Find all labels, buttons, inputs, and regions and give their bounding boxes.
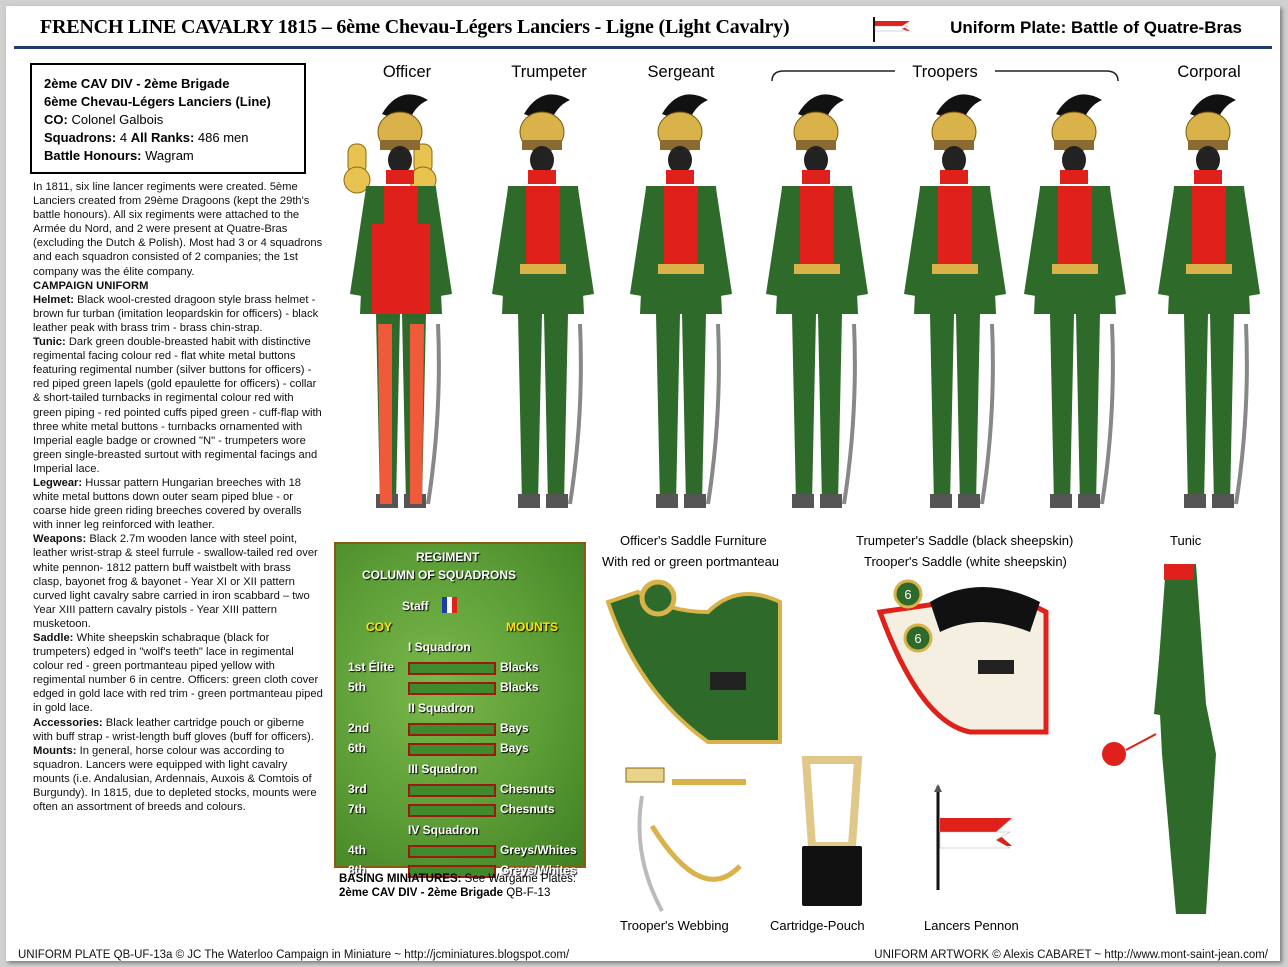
company-label: 5th xyxy=(348,680,366,694)
weapons-label: Weapons: xyxy=(33,533,87,546)
officer-label: Officer xyxy=(382,63,432,81)
basing-code: QB-F-13 xyxy=(506,887,551,899)
regiment-info-box xyxy=(30,63,306,174)
corporal-figure xyxy=(1150,84,1268,524)
officer-figure xyxy=(342,84,460,524)
legwear-text: Hussar pattern Hungarian breeches with 18 white metal buttons down outer seam piped blue - or coarse hide green riding breeches covered by overalls with inner leg reinforced with leather. xyxy=(33,476,302,532)
officer-saddle-image xyxy=(598,572,788,748)
trooper-figure-2 xyxy=(896,84,1014,524)
weapons-text: Black 2.7m wooden lance with steel point, leather wrist-strap & steel furrule - swallow-tailed red over white pennon- 1812 pattern buff waistbelt with brass clasp, bayonet frog & bayonet - Year XI or XII pattern curved light cavalry sabre carried in iron scabbard – two Year XIII pattern cavalry pistols - Year XIII pattern musketoon. xyxy=(33,533,318,630)
webbing-caption: Trooper's Webbing xyxy=(620,918,729,933)
coy-header: COY xyxy=(366,620,393,634)
sergeant-figure xyxy=(622,84,740,524)
mount-label: Bays xyxy=(500,741,529,755)
honours-label: Battle Honours: xyxy=(44,148,142,163)
trumpeter-saddle-caption: Trumpeter's Saddle (black sheepskin) xyxy=(856,533,1074,548)
division-line: 2ème CAV DIV - 2ème Brigade xyxy=(44,76,230,91)
company-bar xyxy=(408,804,496,817)
company-bar xyxy=(408,662,496,675)
squadron-group-label: II Squadron xyxy=(408,701,474,715)
squadrons-label: Squadrons: xyxy=(44,130,117,145)
saddle-label: Saddle: xyxy=(33,632,74,644)
intro-paragraph: In 1811, six line lancer regiments were created. 5ème Lanciers created from 29ème Dragoons (kept the 29th's battle honours). All six regiments were attached to the Armée du Nord, and 2 were present at Quatre-Bras (excluding the Dutch & Polish). Most had 3 or 4 squadrons and each squadron consisted of 2 companies; the 1st company was the élite company. xyxy=(33,181,323,278)
webbing-image xyxy=(622,766,752,916)
mount-label: Chesnuts xyxy=(500,802,555,816)
squadron-group-label: I Squadron xyxy=(408,640,471,654)
basing-text: See Wargame Plates: xyxy=(464,873,577,885)
regiment-description xyxy=(33,180,323,814)
header-divider xyxy=(14,46,1272,49)
plate-title: FRENCH LINE CAVALRY 1815 – 6ème Chevau-Légers Lanciers - Ligne (Light Cavalry) xyxy=(40,16,790,38)
basing-note xyxy=(339,872,609,900)
squadron-group-label: III Squadron xyxy=(408,762,478,776)
company-label: 2nd xyxy=(348,721,370,735)
mounts-text: In general, horse colour was according to squadron. Lancers were equipped with light cavalry mounts (i.e. Andalusian, Ardennais, Auxois & Comtois of Burgundy). In 1815, due to depleted stocks, mounts were often an assortment of breeds and colours. xyxy=(33,744,317,814)
trooper-figure-1 xyxy=(758,84,876,524)
trooper-saddle-caption: Trooper's Saddle (white sheepskin) xyxy=(864,554,1067,569)
staff-flag-icon xyxy=(440,595,460,615)
accessories-text: Black leather cartridge pouch or giberne with buff strap - wrist-length buff gloves (buff for officers). xyxy=(33,716,314,743)
officer-saddle-caption-2: With red or green portmanteau xyxy=(602,554,780,569)
tunic-text: Dark green double-breasted habit with distinctive regimental facing colour red - flat white metal buttons featuring regimental number (silver buttons for officers) - red piped green lapels (gold epaulette for officers) - collar & short-tailed turnbacks in regimental colour red with green piping - red pointed cuffs piped green - cuff-flap with three white metal buttons - turnbacks ornamented with Imperial eagle badge or crowned "N" - trumpeters wore green single-breasted surtout with regimental facings and Imperial lace. xyxy=(33,336,322,475)
company-bar xyxy=(408,845,496,858)
mount-label: Greys/Whites xyxy=(500,843,577,857)
company-bar xyxy=(408,723,496,736)
honours-value: Wagram xyxy=(145,148,194,163)
cartridge-pouch-image xyxy=(792,750,872,916)
sergeant-label: Sergeant xyxy=(647,63,715,81)
mounts-label: Mounts: xyxy=(33,744,77,757)
tunic-label: Tunic: xyxy=(33,336,66,349)
company-label: 6th xyxy=(348,741,366,755)
mount-label: Bays xyxy=(500,721,529,735)
troopers-label: Troopers xyxy=(912,63,978,81)
squadron-column-panel xyxy=(334,542,586,877)
corporal-label: Corporal xyxy=(1177,63,1241,81)
helmet-text: Black wool-crested dragoon style brass helmet - brown fur turban (imitation leopardskin for officers) - black leather peak with brass trim - brass chin-strap. xyxy=(33,293,319,334)
portmanteau-number-1: 6 xyxy=(904,587,912,602)
squadron-title-1: REGIMENT xyxy=(416,550,480,564)
pouch-caption: Cartridge-Pouch xyxy=(770,918,865,933)
lance-pennon-image xyxy=(926,782,1016,892)
company-bar xyxy=(408,743,496,756)
mount-label: Greys/Whites xyxy=(500,863,577,877)
company-label: 7th xyxy=(348,802,366,816)
trumpeter-label: Trumpeter xyxy=(511,63,587,81)
mounts-header: MOUNTS xyxy=(506,620,558,634)
mount-label: Chesnuts xyxy=(500,782,555,796)
co-label: CO: xyxy=(44,112,68,127)
regiment-line: 6ème Chevau-Légers Lanciers (Line) xyxy=(44,94,271,109)
trumpeter-figure xyxy=(484,84,602,524)
officer-saddle-caption-1: Officer's Saddle Furniture xyxy=(620,533,767,548)
helmet-label: Helmet: xyxy=(33,293,75,306)
staff-label: Staff xyxy=(402,599,429,613)
portmanteau-number-2: 6 xyxy=(914,631,922,646)
company-label: 8th xyxy=(348,863,366,877)
tunic-image xyxy=(1096,554,1256,924)
footer-credit-right: UNIFORM ARTWORK © Alexis CABARET ~ http://www.mont-saint-jean.com/ xyxy=(874,949,1268,961)
plate-subtitle: Uniform Plate: Battle of Quatre-Bras xyxy=(950,18,1242,37)
saddle-text: White sheepskin schabraque (black for trumpeters) edged in "wolf's teeth" lace in regimental colour red - green portmanteau piped yellow with regimental number 6 in centre. Officers: green cloth cover edged in gold lace with red trim - green portmanteau piped in gold lace. xyxy=(33,632,323,715)
company-bar xyxy=(408,784,496,797)
trooper-saddle-image xyxy=(870,572,1060,748)
company-label: 1st Élite xyxy=(348,660,395,674)
ranks-value: 486 men xyxy=(197,130,249,145)
legwear-label: Legwear: xyxy=(33,476,83,489)
pennon-flag-icon xyxy=(872,15,912,43)
campaign-uniform-heading: CAMPAIGN UNIFORM xyxy=(33,279,149,292)
company-label: 3rd xyxy=(348,782,367,796)
company-label: 4th xyxy=(348,843,366,857)
trooper-figure-3 xyxy=(1016,84,1134,524)
mount-label: Blacks xyxy=(500,680,539,694)
mount-label: Blacks xyxy=(500,660,539,674)
accessories-label: Accessories: xyxy=(33,716,103,729)
squadron-title-2: COLUMN OF SQUADRONS xyxy=(362,568,516,582)
tunic-caption: Tunic xyxy=(1170,533,1202,548)
company-bar xyxy=(408,682,496,695)
co-value: Colonel Galbois xyxy=(71,112,164,127)
basing-label: BASING MINIATURES: xyxy=(339,873,462,885)
basing-ref: 2ème CAV DIV - 2ème Brigade xyxy=(339,887,504,899)
pennon-caption: Lancers Pennon xyxy=(924,918,1019,933)
footer-credit-left: UNIFORM PLATE QB-UF-13a © JC The Waterloo Campaign in Miniature ~ http://jcminiatures.blogspot.com/ xyxy=(18,949,570,961)
plate-sheet xyxy=(6,6,1280,961)
ranks-label: All Ranks: xyxy=(130,130,195,145)
squadrons-value: 4 xyxy=(119,130,128,145)
squadron-group-label: IV Squadron xyxy=(408,823,479,837)
